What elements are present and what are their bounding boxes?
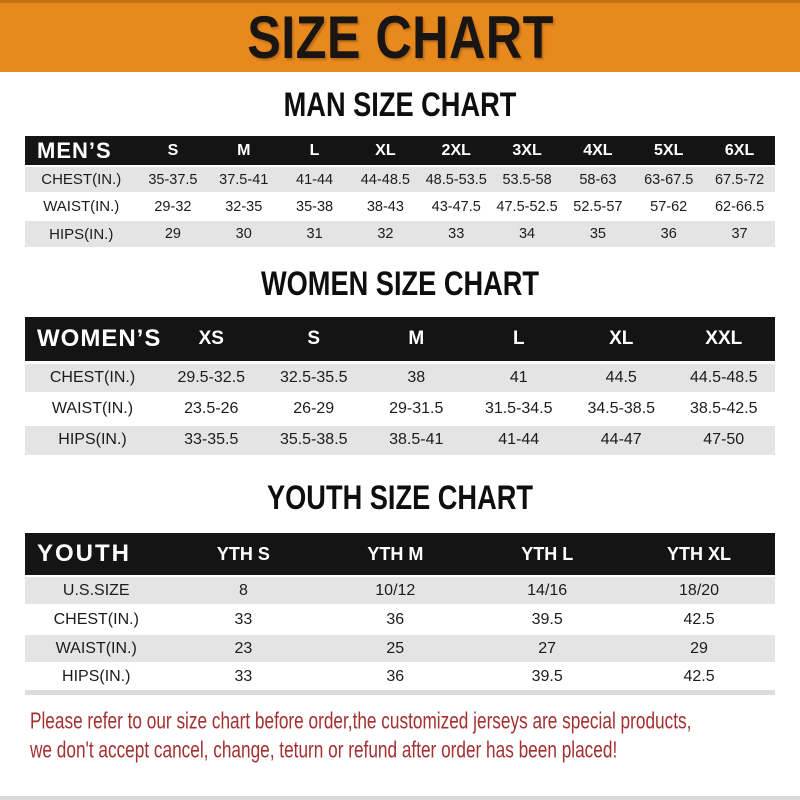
size-value-cell: 8 <box>168 576 320 605</box>
table-row <box>25 663 775 692</box>
size-value-cell: 29 <box>623 634 775 663</box>
bottom-edge-strip <box>0 796 800 800</box>
size-value-cell: 41-44 <box>279 166 350 193</box>
section-title: WOMEN SIZE CHART <box>260 265 540 303</box>
footer-line-2: we don't accept cancel, change, teturn or refund after order has been placed! <box>30 737 618 763</box>
size-column-header: XL <box>350 136 421 166</box>
size-value-cell: 53.5-58 <box>492 166 563 193</box>
youth-size-chart-section <box>0 481 800 695</box>
size-column-header: S <box>138 136 209 166</box>
size-value-cell: 29 <box>138 220 209 247</box>
size-column-header: 6XL <box>704 136 775 166</box>
size-value-cell: 31.5-34.5 <box>468 393 571 424</box>
size-column-header: XXL <box>673 317 776 362</box>
row-label: U.S.SIZE <box>25 576 168 605</box>
row-label: WAIST(IN.) <box>25 393 160 424</box>
size-value-cell: 44.5 <box>570 362 673 393</box>
table-row <box>25 166 775 193</box>
size-value-cell: 35-37.5 <box>138 166 209 193</box>
size-value-cell: 67.5-72 <box>704 166 775 193</box>
size-table <box>25 533 775 695</box>
size-value-cell: 36 <box>319 605 471 634</box>
size-value-cell: 35-38 <box>279 193 350 220</box>
size-value-cell: 38.5-41 <box>365 424 468 455</box>
size-value-cell: 27 <box>471 634 623 663</box>
size-value-cell: 33 <box>168 605 320 634</box>
row-label: CHEST(IN.) <box>25 362 160 393</box>
size-column-header: XL <box>570 317 673 362</box>
size-value-cell: 32.5-35.5 <box>263 362 366 393</box>
size-value-cell: 23 <box>168 634 320 663</box>
size-value-cell: 26-29 <box>263 393 366 424</box>
size-value-cell: 32-35 <box>208 193 279 220</box>
size-value-cell: 32 <box>350 220 421 247</box>
size-column-header: M <box>365 317 468 362</box>
size-value-cell: 31 <box>279 220 350 247</box>
size-value-cell: 63-67.5 <box>633 166 704 193</box>
table-row <box>25 362 775 393</box>
table-header-row <box>25 136 775 166</box>
size-value-cell: 29-31.5 <box>365 393 468 424</box>
size-value-cell: 33-35.5 <box>160 424 263 455</box>
size-value-cell: 33 <box>421 220 492 247</box>
size-value-cell: 37 <box>704 220 775 247</box>
section-title: MAN SIZE CHART <box>283 86 517 124</box>
table-row <box>25 634 775 663</box>
row-label: CHEST(IN.) <box>25 166 138 193</box>
row-label: CHEST(IN.) <box>25 605 168 634</box>
size-value-cell: 35.5-38.5 <box>263 424 366 455</box>
size-value-cell: 58-63 <box>562 166 633 193</box>
row-label: WAIST(IN.) <box>25 634 168 663</box>
size-column-header: 5XL <box>633 136 704 166</box>
row-label: HIPS(IN.) <box>25 424 160 455</box>
men-table-title: MEN’S <box>25 136 138 166</box>
size-column-header: L <box>279 136 350 166</box>
size-value-cell: 42.5 <box>623 605 775 634</box>
size-column-header: M <box>208 136 279 166</box>
size-value-cell: 41 <box>468 362 571 393</box>
women-size-chart-section <box>0 267 800 455</box>
table-row <box>25 576 775 605</box>
size-value-cell: 47.5-52.5 <box>492 193 563 220</box>
table-row <box>25 424 775 455</box>
size-value-cell: 57-62 <box>633 193 704 220</box>
charts-container <box>0 88 800 695</box>
size-value-cell: 10/12 <box>319 576 471 605</box>
table-header-row <box>25 533 775 576</box>
row-label: HIPS(IN.) <box>25 663 168 692</box>
size-value-cell: 25 <box>319 634 471 663</box>
row-label: WAIST(IN.) <box>25 193 138 220</box>
size-column-header: 2XL <box>421 136 492 166</box>
size-value-cell: 62-66.5 <box>704 193 775 220</box>
size-value-cell: 38-43 <box>350 193 421 220</box>
size-column-header: YTH M <box>319 533 471 576</box>
youth-table-title: YOUTH <box>25 533 168 576</box>
size-column-header: YTH S <box>168 533 320 576</box>
size-value-cell: 35 <box>562 220 633 247</box>
size-value-cell: 38.5-42.5 <box>673 393 776 424</box>
size-column-header: L <box>468 317 571 362</box>
table-row <box>25 220 775 247</box>
size-value-cell: 44.5-48.5 <box>673 362 776 393</box>
size-value-cell: 43-47.5 <box>421 193 492 220</box>
size-value-cell: 44-48.5 <box>350 166 421 193</box>
banner <box>0 0 800 72</box>
size-value-cell: 47-50 <box>673 424 776 455</box>
footer-note <box>30 707 800 766</box>
size-column-header: YTH L <box>471 533 623 576</box>
table-row <box>25 193 775 220</box>
size-value-cell: 48.5-53.5 <box>421 166 492 193</box>
size-value-cell: 23.5-26 <box>160 393 263 424</box>
size-column-header: 3XL <box>492 136 563 166</box>
women-table-title: WOMEN’S <box>25 317 160 362</box>
size-column-header: 4XL <box>562 136 633 166</box>
size-value-cell: 14/16 <box>471 576 623 605</box>
footer-line-1: Please refer to our size chart before order,the customized jerseys are special products, <box>30 708 692 734</box>
table-row <box>25 393 775 424</box>
size-value-cell: 18/20 <box>623 576 775 605</box>
size-value-cell: 29.5-32.5 <box>160 362 263 393</box>
size-value-cell: 37.5-41 <box>208 166 279 193</box>
size-value-cell: 33 <box>168 663 320 692</box>
size-value-cell: 29-32 <box>138 193 209 220</box>
size-value-cell: 34.5-38.5 <box>570 393 673 424</box>
size-value-cell: 44-47 <box>570 424 673 455</box>
size-value-cell: 39.5 <box>471 663 623 692</box>
size-value-cell: 42.5 <box>623 663 775 692</box>
table-header-row <box>25 317 775 362</box>
size-value-cell: 52.5-57 <box>562 193 633 220</box>
size-table <box>25 317 775 455</box>
size-column-header: YTH XL <box>623 533 775 576</box>
banner-title: SIZE CHART <box>246 3 554 71</box>
size-value-cell: 39.5 <box>471 605 623 634</box>
size-value-cell: 41-44 <box>468 424 571 455</box>
size-value-cell: 36 <box>633 220 704 247</box>
table-row <box>25 605 775 634</box>
size-value-cell: 34 <box>492 220 563 247</box>
row-label: HIPS(IN.) <box>25 220 138 247</box>
section-title: YOUTH SIZE CHART <box>267 479 533 517</box>
size-column-header: XS <box>160 317 263 362</box>
size-value-cell: 38 <box>365 362 468 393</box>
size-value-cell: 36 <box>319 663 471 692</box>
men-size-chart-section <box>0 88 800 247</box>
size-table <box>25 136 775 247</box>
size-value-cell: 30 <box>208 220 279 247</box>
size-column-header: S <box>263 317 366 362</box>
